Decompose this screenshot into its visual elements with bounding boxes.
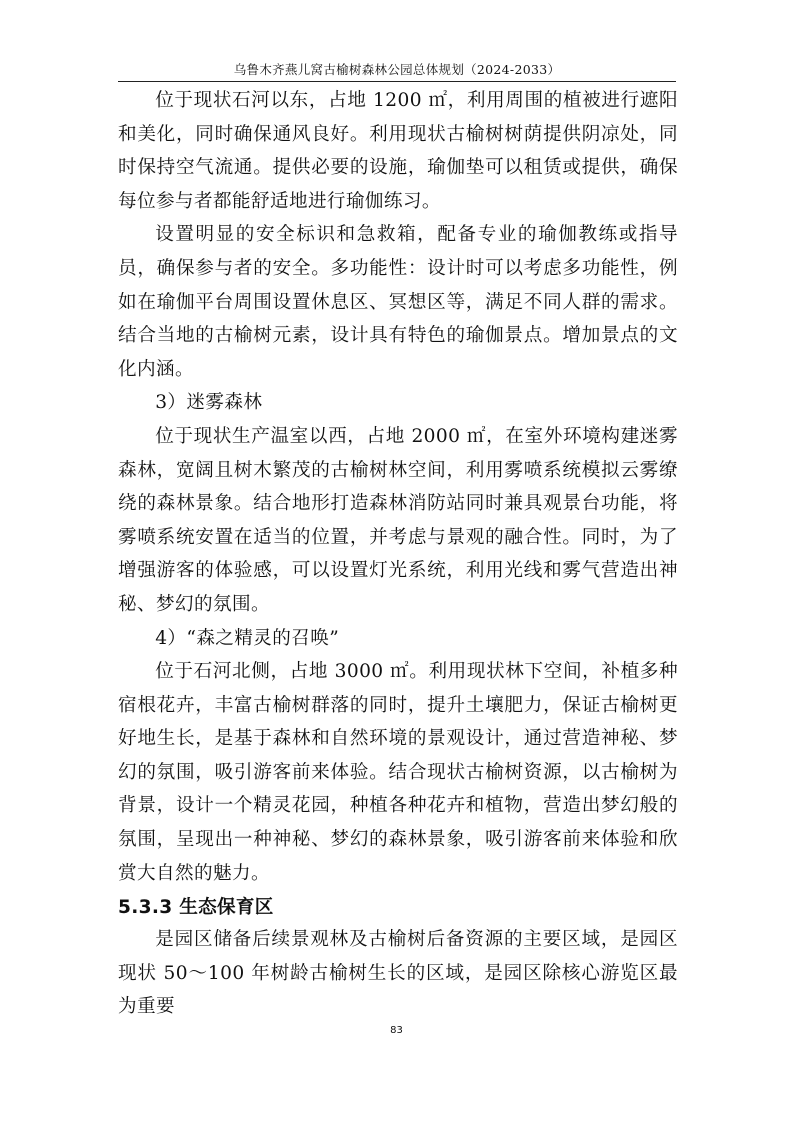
section-heading: 5.3.3 生态保育区 [118, 897, 274, 919]
page-number: 83 [390, 1025, 403, 1036]
paragraph-yoga-site: 位于现状石河以东，占地 1200 ㎡，利用周围的植被进行遮阳和美化，同时确保通风良好。利用现状古榆树树荫提供阴凉处，同时保持空气流通。提供必要的设施，瑜伽垫可以租赁或提供，确保每位参与者都能舒适地进行瑜伽练习。 [118, 90, 678, 212]
document-body [118, 84, 678, 1024]
running-header: 乌鲁木齐燕儿窝古榆树森林公园总体规划（2024-2033） [233, 62, 561, 77]
paragraph-forest-spirit: 位于石河北侧，占地 3000 ㎡。利用现状林下空间，补植多种宿根花卉，丰富古榆树群落的同时，提升土壤肥力，保证古榆树更好地生长，是基于森林和自然环境的景观设计，通过营造神秘、梦幻的氛围，吸引游客前来体验。结合现状古榆树资源，以古榆树为背景，设计一个精灵花园，种植各种花卉和植物，营造出梦幻般的氛围，呈现出一种神秘、梦幻的森林景象，吸引游客前来体验和欣赏大自然的魅力。 [118, 661, 678, 884]
paragraph-misty-forest: 位于现状生产温室以西，占地 2000 ㎡，在室外环境构建迷雾森林，宽阔且树木繁茂的古榆树林空间，利用雾喷系统模拟云雾缭绕的森林景象。结合地形打造森林消防站同时兼具观景台功能，将雾喷系统安置在适当的位置，并考虑与景观的融合性。同时，为了增强游客的体验感，可以设置灯光系统，利用光线和雾气营造出神秘、梦幻的氛围。 [118, 425, 678, 615]
paragraph-ecological-conservation: 是园区储备后续景观林及古榆树后备资源的主要区域，是园区现状 50～100 年树龄古榆树生长的区域，是园区除核心游览区最为重要 [118, 929, 678, 1018]
list-item-misty-forest: 3）迷雾森林 [155, 392, 263, 414]
paragraph-yoga-safety: 设置明显的安全标识和急救箱，配备专业的瑜伽教练或指导员，确保参与者的安全。多功能性：设计时可以考虑多功能性，例如在瑜伽平台周围设置休息区、冥想区等，满足不同人群的需求。结合当地的古榆树元素，设计具有特色的瑜伽景点。增加景点的文化内涵。 [118, 224, 678, 380]
list-item-forest-spirit: 4）“森之精灵的召唤” [155, 627, 340, 649]
header-rule [118, 81, 676, 82]
